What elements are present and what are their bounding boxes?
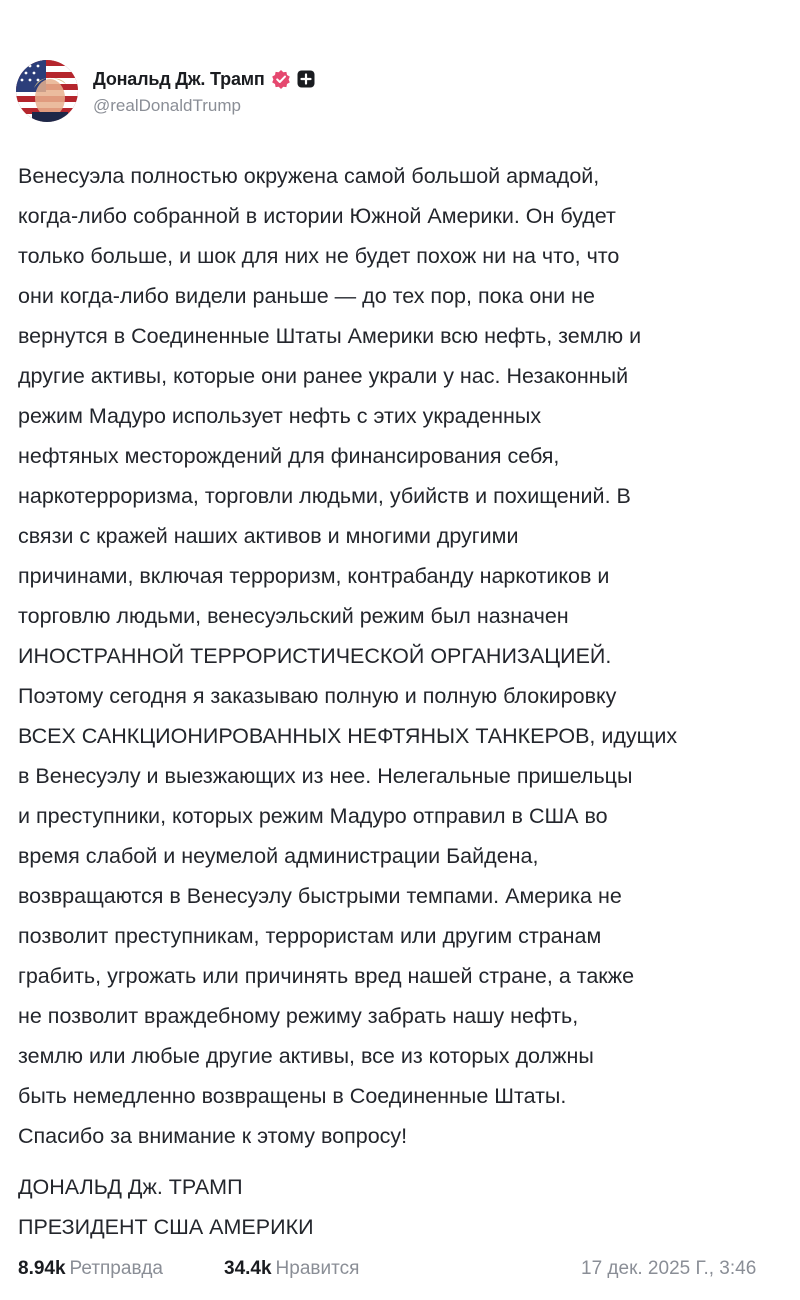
author-handle[interactable]: @realDonaldTrump (93, 96, 241, 115)
post-body (18, 156, 800, 1156)
post-body-line: только больше, и шок для них не будет похож ни на что, что (18, 244, 620, 268)
post-body-line: причинами, включая терроризм, контрабанду наркотиков и (18, 564, 610, 588)
post-body-line: ИНОСТРАННОЙ ТЕРРОРИСТИЧЕСКОЙ ОРГАНИЗАЦИЕЙ. (18, 644, 612, 668)
post-body-line: не позволит враждебному режиму забрать нашу нефть, (18, 1004, 579, 1028)
post-body-line: Венесуэла полностью окружена самой большой армадой, (18, 164, 600, 188)
likes-label: Нравится (275, 1258, 360, 1279)
post-body-line: связи с кражей наших активов и многими другими (18, 524, 519, 548)
avatar[interactable] (16, 60, 78, 122)
signature-name: ДОНАЛЬД Дж. ТРАМП (18, 1175, 243, 1199)
post-body-line: наркотерроризма, торговли людьми, убийств и похищений. В (18, 484, 631, 508)
plus-badge-icon (297, 70, 315, 88)
post-timestamp[interactable]: 17 дек. 2025 Г., 3:46 (581, 1258, 757, 1279)
signature-title: ПРЕЗИДЕНТ США АМЕРИКИ (18, 1215, 314, 1239)
post-body-line: когда-либо собранной в истории Южной Америки. Он будет (18, 204, 616, 228)
post-body-line: Спасибо за внимание к этому вопросу! (18, 1124, 408, 1148)
post-body-line: вернутся в Соединенные Штаты Америки всю нефть, землю и (18, 324, 642, 348)
author-names (93, 66, 315, 116)
likes-stat[interactable] (224, 1258, 359, 1280)
name-row (93, 66, 315, 92)
post-body-line: нефтяных месторождений для финансирования себя, (18, 444, 560, 468)
post-body-line: возвращаются в Венесуэлу быстрыми темпами. Америка не (18, 884, 622, 908)
avatar-image (16, 60, 78, 122)
retruths-stat[interactable] (18, 1258, 163, 1280)
post-signature (18, 1167, 314, 1247)
verified-check-icon (271, 69, 291, 89)
likes-count: 34.4k (224, 1258, 272, 1279)
post-header (16, 59, 315, 123)
post-body-line: землю или любые другие активы, все из которых должны (18, 1044, 594, 1068)
post-body-line: время слабой и неумелой администрации Байдена, (18, 844, 539, 868)
author-display-name[interactable]: Дональд Дж. Трамп (93, 68, 265, 89)
post-body-line: режим Мадуро использует нефть с этих украденных (18, 404, 542, 428)
post-body-line: Поэтому сегодня я заказываю полную и полную блокировку (18, 684, 617, 708)
post-body-line: другие активы, которые они ранее украли у нас. Незаконный (18, 364, 629, 388)
post-body-line: и преступники, которых режим Мадуро отправил в США во (18, 804, 608, 828)
post-body-line: торговлю людьми, венесуэльский режим был назначен (18, 604, 569, 628)
post-body-line: позволит преступникам, террористам или другим странам (18, 924, 602, 948)
post-body-line: в Венесуэлу и выезжающих из нее. Нелегальные пришельцы (18, 764, 633, 788)
post-body-line: грабить, угрожать или причинять вред нашей стране, а также (18, 964, 635, 988)
post-footer (18, 1258, 800, 1288)
post-body-line: быть немедленно возвращены в Соединенные Штаты. (18, 1084, 567, 1108)
retruths-count: 8.94k (18, 1258, 66, 1279)
post-body-line: они когда-либо видели раньше — до тех пор, пока они не (18, 284, 595, 308)
post-body-line: ВСЕХ САНКЦИОНИРОВАННЫХ НЕФТЯНЫХ ТАНКЕРОВ, идущих (18, 724, 678, 748)
retruths-label: Ретправда (69, 1258, 163, 1279)
